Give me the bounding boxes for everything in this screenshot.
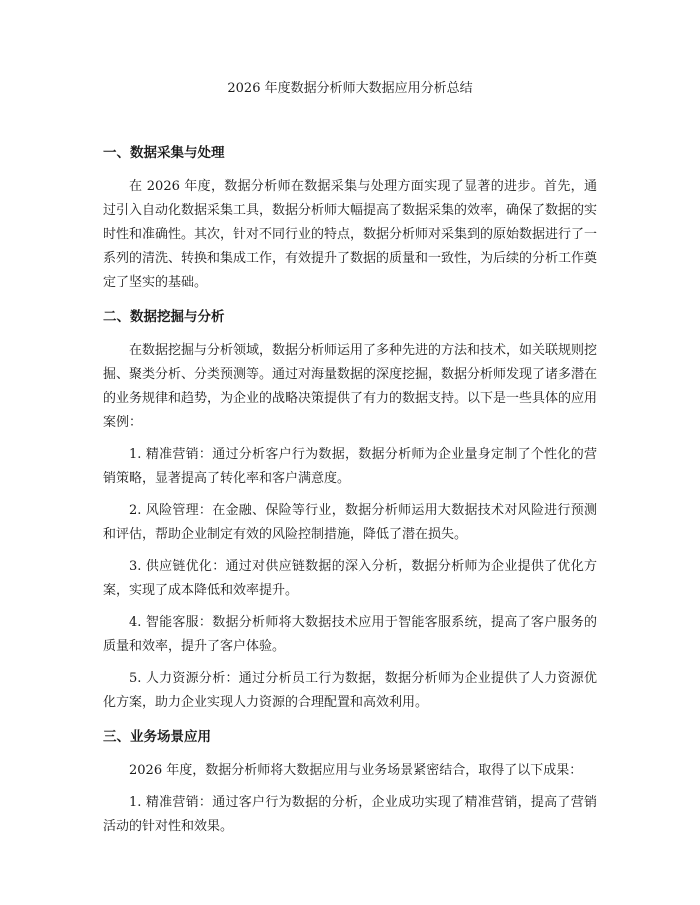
list-item: 5. 人力资源分析：通过分析员工行为数据，数据分析师为企业提供了人力资源优化方案，助力企业实现人力资源的合理配置和高效利用。 xyxy=(103,671,597,710)
document-title: 2026 年度数据分析师大数据应用分析总结 xyxy=(227,81,473,96)
paragraph: 2026 年度，数据分析师将大数据应用与业务场景紧密结合，取得了以下成果： xyxy=(129,763,583,778)
list-item: 1. 精准营销：通过客户行为数据的分析，企业成功实现了精准营销，提高了营销活动的针对性和效果。 xyxy=(103,795,597,834)
list-item: 3. 供应链优化：通过对供应链数据的深入分析，数据分析师为企业提供了优化方案，实现了成本降低和效率提升。 xyxy=(103,559,597,598)
paragraph: 在 2026 年度，数据分析师在数据采集与处理方面实现了显著的进步。首先，通过引入自动化数据采集工具，数据分析师大幅提高了数据采集的效率，确保了数据的实时性和准确性。其次，针对不同行业的特点，数据分析师对采集到的原始数据进行了一系列的清洗、转换和集成工作，有效提升了数据的质量和一致性，为后续的分析工作奠定了坚实的基础。 xyxy=(103,179,598,290)
list-item: 2. 风险管理：在金融、保险等行业，数据分析师运用大数据技术对风险进行预测和评估，帮助企业制定有效的风险控制措施，降低了潜在损失。 xyxy=(103,503,597,542)
paragraph: 在数据挖掘与分析领域，数据分析师运用了多种先进的方法和技术，如关联规则挖掘、聚类分析、分类预测等。通过对海量数据的深度挖掘，数据分析师发现了诸多潜在的业务规律和趋势，为企业的战略决策提供了有力的数据支持。以下是一些具体的应用案例： xyxy=(103,343,598,430)
section-business-scenarios xyxy=(103,725,597,839)
section-heading: 三、业务场景应用 xyxy=(103,729,211,745)
list-item: 1. 精准营销：通过分析客户行为数据，数据分析师为企业量身定制了个性化的营销策略，显著提高了转化率和客户满意度。 xyxy=(103,447,597,486)
section-data-mining xyxy=(103,305,597,715)
section-data-collection xyxy=(103,141,597,295)
section-heading: 一、数据采集与处理 xyxy=(103,145,225,161)
document-body xyxy=(103,141,597,847)
section-heading: 二、数据挖掘与分析 xyxy=(103,309,225,325)
list-item: 4. 智能客服：数据分析师将大数据技术应用于智能客服系统，提高了客户服务的质量和效率，提升了客户体验。 xyxy=(103,615,597,654)
